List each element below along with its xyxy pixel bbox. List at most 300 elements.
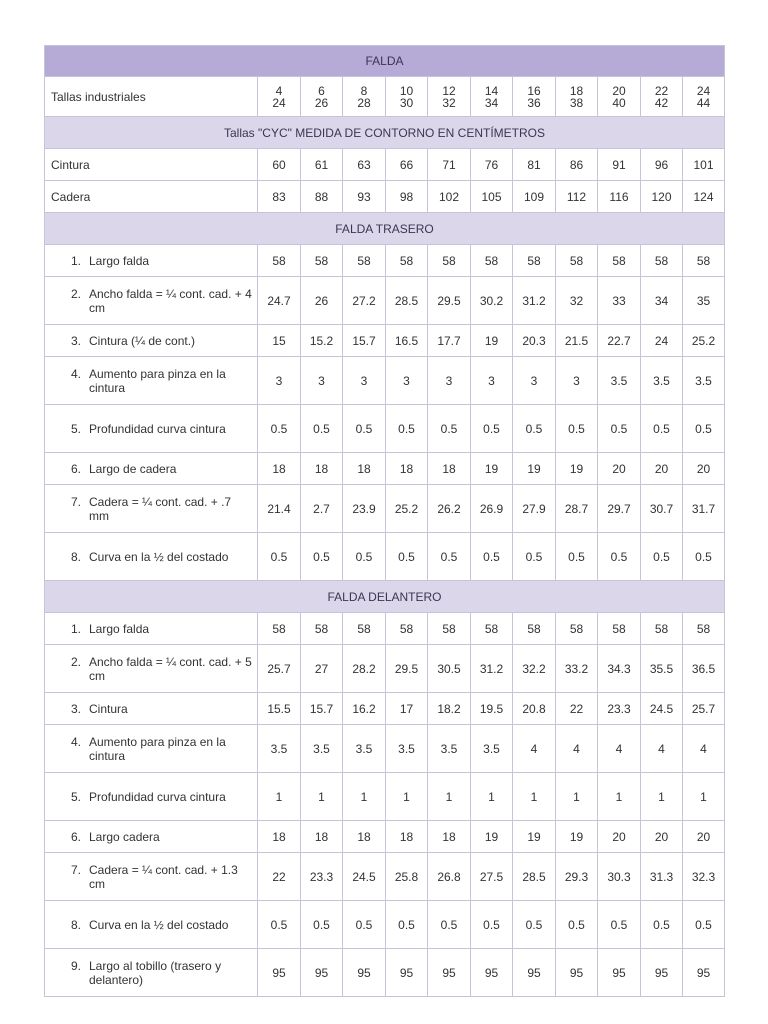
industrial-size-top: 8 xyxy=(360,83,368,98)
cadera-label: Cadera xyxy=(45,181,258,213)
measure-number: 2. xyxy=(70,286,81,301)
measure-label: Aumento para pinza en la cintura xyxy=(89,366,226,395)
cadera-value-cell: 120 xyxy=(641,181,683,213)
delantero-measure-value: 27.5 xyxy=(471,853,513,901)
industrial-size-cell xyxy=(556,77,598,117)
falda-title-row xyxy=(45,46,725,77)
delantero-measure-value: 31.3 xyxy=(641,853,683,901)
delantero-measure-label-cell xyxy=(45,949,258,997)
measure-item xyxy=(51,622,253,636)
delantero-measure-value: 58 xyxy=(471,613,513,645)
measure-number: 6. xyxy=(70,461,81,476)
industrial-size-top: 16 xyxy=(527,83,541,98)
trasero-measure-label-cell xyxy=(45,405,258,453)
delantero-measure-value: 33.2 xyxy=(556,645,598,693)
industrial-size-bottom: 30 xyxy=(399,95,414,110)
measure-item xyxy=(51,790,253,804)
cadera-row xyxy=(45,181,725,213)
trasero-measure-value: 0.5 xyxy=(598,405,641,453)
industrial-size-top: 22 xyxy=(654,83,669,98)
industrial-size-bottom: 40 xyxy=(612,95,626,110)
delantero-measure-value: 0.5 xyxy=(301,901,343,949)
cadera-value-cell: 124 xyxy=(683,181,725,213)
measure-item xyxy=(51,959,253,987)
measure-label: Profundidad curva cintura xyxy=(89,789,226,804)
trasero-measure-value: 26 xyxy=(301,277,343,325)
measure-item xyxy=(51,918,253,932)
delantero-measure-label-cell xyxy=(45,613,258,645)
industrial-size-bottom: 24 xyxy=(272,95,286,110)
measure-label: Cintura xyxy=(89,701,128,716)
cintura-label: Cintura xyxy=(45,149,258,181)
trasero-title-row xyxy=(45,213,725,245)
measure-label: Aumento para pinza en la cintura xyxy=(89,734,226,763)
delantero-measure-value: 58 xyxy=(683,613,725,645)
trasero-measure-value: 58 xyxy=(641,245,683,277)
industrial-size-cell xyxy=(343,77,386,117)
trasero-measure-value: 20 xyxy=(598,453,641,485)
industrial-size-bottom: 38 xyxy=(569,95,584,110)
delantero-measure-row xyxy=(45,725,725,773)
delantero-measure-value: 22 xyxy=(258,853,301,901)
cadera-value-cell: 112 xyxy=(556,181,598,213)
delantero-measure-value: 95 xyxy=(386,949,428,997)
delantero-measure-value: 23.3 xyxy=(598,693,641,725)
delantero-measure-value: 58 xyxy=(513,613,556,645)
cadera-value-cell: 93 xyxy=(343,181,386,213)
delantero-measure-value: 95 xyxy=(683,949,725,997)
trasero-measure-value: 0.5 xyxy=(683,405,725,453)
measure-number: 6. xyxy=(70,829,81,844)
delantero-measure-value: 95 xyxy=(301,949,343,997)
trasero-measure-value: 3.5 xyxy=(683,357,725,405)
cintura-value-cell: 61 xyxy=(301,149,343,181)
industrial-sizes-row xyxy=(45,77,725,117)
delantero-measure-value: 19 xyxy=(556,821,598,853)
trasero-measure-label-cell xyxy=(45,357,258,405)
delantero-measure-value: 15.7 xyxy=(301,693,343,725)
cadera-value-cell: 116 xyxy=(598,181,641,213)
trasero-measure-value: 0.5 xyxy=(258,533,301,581)
measure-number: 8. xyxy=(70,549,81,564)
trasero-measure-value: 3 xyxy=(386,357,428,405)
delantero-measure-value: 58 xyxy=(343,613,386,645)
delantero-measure-row xyxy=(45,949,725,997)
industrial-size-bottom: 32 xyxy=(442,95,456,110)
trasero-measure-value: 58 xyxy=(343,245,386,277)
delantero-measure-label-cell xyxy=(45,693,258,725)
trasero-measure-value: 3 xyxy=(301,357,343,405)
delantero-measure-value: 23.3 xyxy=(301,853,343,901)
delantero-measure-value: 19 xyxy=(471,821,513,853)
delantero-measure-value: 0.5 xyxy=(258,901,301,949)
trasero-measure-value: 29.7 xyxy=(598,485,641,533)
trasero-measure-value: 17.7 xyxy=(428,325,471,357)
industrial-size-cell xyxy=(683,77,725,117)
trasero-measure-value: 20.3 xyxy=(513,325,556,357)
delantero-measure-value: 58 xyxy=(556,613,598,645)
industrial-sizes-label: Tallas industriales xyxy=(45,77,258,117)
industrial-size-bottom: 36 xyxy=(527,95,541,110)
trasero-measure-row xyxy=(45,533,725,581)
delantero-measure-value: 0.5 xyxy=(683,901,725,949)
trasero-measure-value: 0.5 xyxy=(641,533,683,581)
trasero-measure-value: 3 xyxy=(343,357,386,405)
industrial-size-cell xyxy=(428,77,471,117)
trasero-measure-value: 0.5 xyxy=(343,533,386,581)
measure-number: 1. xyxy=(70,621,81,636)
cintura-value-cell: 96 xyxy=(641,149,683,181)
trasero-measure-value: 58 xyxy=(386,245,428,277)
trasero-measure-value: 21.5 xyxy=(556,325,598,357)
delantero-measure-label-cell xyxy=(45,853,258,901)
delantero-measure-value: 4 xyxy=(513,725,556,773)
trasero-measure-label-cell xyxy=(45,533,258,581)
trasero-measure-value: 58 xyxy=(598,245,641,277)
trasero-measure-row xyxy=(45,453,725,485)
delantero-measure-value: 19 xyxy=(513,821,556,853)
trasero-measure-value: 18 xyxy=(301,453,343,485)
cintura-value-cell: 86 xyxy=(556,149,598,181)
industrial-size-bottom: 28 xyxy=(357,95,371,110)
delantero-measure-value: 58 xyxy=(258,613,301,645)
measure-number: 7. xyxy=(70,862,81,877)
delantero-measure-value: 25.7 xyxy=(683,693,725,725)
trasero-measure-label-cell xyxy=(45,485,258,533)
delantero-measure-value: 31.2 xyxy=(471,645,513,693)
delantero-measure-value: 20 xyxy=(598,821,641,853)
delantero-measure-label-cell xyxy=(45,901,258,949)
trasero-measure-value: 0.5 xyxy=(513,405,556,453)
trasero-measure-label-cell xyxy=(45,277,258,325)
delantero-measure-value: 20 xyxy=(683,821,725,853)
measure-item xyxy=(51,254,253,268)
trasero-measure-value: 3 xyxy=(513,357,556,405)
trasero-measure-value: 18 xyxy=(343,453,386,485)
delantero-measure-label-cell xyxy=(45,821,258,853)
delantero-measure-value: 95 xyxy=(428,949,471,997)
delantero-measure-value: 0.5 xyxy=(513,901,556,949)
delantero-measure-value: 1 xyxy=(301,773,343,821)
delantero-measure-value: 3.5 xyxy=(301,725,343,773)
delantero-measure-value: 32.3 xyxy=(683,853,725,901)
cadera-value-cell: 105 xyxy=(471,181,513,213)
industrial-size-bottom: 42 xyxy=(654,95,669,110)
delantero-measure-row xyxy=(45,901,725,949)
trasero-measure-value: 0.5 xyxy=(343,405,386,453)
measure-label: Profundidad curva cintura xyxy=(89,421,226,436)
measure-item xyxy=(51,334,253,348)
cintura-value-cell: 63 xyxy=(343,149,386,181)
trasero-measure-value: 0.5 xyxy=(428,405,471,453)
measure-item xyxy=(51,287,253,315)
trasero-measure-value: 3.5 xyxy=(598,357,641,405)
measure-item xyxy=(51,422,253,436)
delantero-measure-value: 95 xyxy=(598,949,641,997)
measure-label: Ancho falda = ¼ cont. cad. + 4 cm xyxy=(89,286,252,315)
delantero-measure-value: 0.5 xyxy=(386,901,428,949)
delantero-measure-value: 1 xyxy=(258,773,301,821)
trasero-measure-value: 18 xyxy=(258,453,301,485)
trasero-measure-value: 25.2 xyxy=(683,325,725,357)
measure-item xyxy=(51,702,253,716)
delantero-measure-value: 95 xyxy=(471,949,513,997)
trasero-measure-value: 21.4 xyxy=(258,485,301,533)
measure-label: Largo falda xyxy=(89,621,150,636)
trasero-measure-value: 22.7 xyxy=(598,325,641,357)
trasero-measure-value: 25.2 xyxy=(386,485,428,533)
trasero-measure-value: 23.9 xyxy=(343,485,386,533)
measure-label: Cadera = ¼ cont. cad. + 1.3 cm xyxy=(89,862,238,891)
industrial-size-top: 24 xyxy=(696,83,711,98)
cadera-value-cell: 88 xyxy=(301,181,343,213)
delantero-measure-value: 18 xyxy=(301,821,343,853)
measure-number: 2. xyxy=(70,654,81,669)
measure-label: Curva en la ½ del costado xyxy=(89,917,229,932)
industrial-size-cell xyxy=(258,77,301,117)
trasero-measure-value: 0.5 xyxy=(301,533,343,581)
falda-title: FALDA xyxy=(45,46,725,77)
delantero-measure-value: 95 xyxy=(513,949,556,997)
delantero-measure-value: 24.5 xyxy=(343,853,386,901)
delantero-measure-value: 29.5 xyxy=(386,645,428,693)
delantero-measure-value: 30.5 xyxy=(428,645,471,693)
cintura-value-cell: 71 xyxy=(428,149,471,181)
trasero-measure-value: 0.5 xyxy=(683,533,725,581)
trasero-measure-value: 0.5 xyxy=(301,405,343,453)
trasero-measure-row xyxy=(45,405,725,453)
trasero-measure-value: 30.2 xyxy=(471,277,513,325)
delantero-measure-value: 28.2 xyxy=(343,645,386,693)
cintura-value-cell: 76 xyxy=(471,149,513,181)
trasero-measure-value: 3 xyxy=(258,357,301,405)
trasero-measure-value: 31.2 xyxy=(513,277,556,325)
trasero-title: FALDA TRASERO xyxy=(45,213,725,245)
trasero-measure-value: 3.5 xyxy=(641,357,683,405)
trasero-measure-value: 33 xyxy=(598,277,641,325)
delantero-measure-row xyxy=(45,693,725,725)
industrial-size-top: 6 xyxy=(318,83,325,98)
delantero-measure-value: 58 xyxy=(301,613,343,645)
delantero-measure-value: 22 xyxy=(556,693,598,725)
measure-item xyxy=(51,367,253,395)
trasero-measure-value: 19 xyxy=(471,325,513,357)
delantero-measure-label-cell xyxy=(45,725,258,773)
trasero-measure-value: 20 xyxy=(641,453,683,485)
trasero-measure-label-cell xyxy=(45,325,258,357)
industrial-size-cell xyxy=(471,77,513,117)
cintura-row xyxy=(45,149,725,181)
trasero-measure-value: 0.5 xyxy=(386,533,428,581)
delantero-measure-label-cell xyxy=(45,773,258,821)
delantero-measure-value: 17 xyxy=(386,693,428,725)
delantero-measure-value: 58 xyxy=(386,613,428,645)
industrial-size-cell xyxy=(301,77,343,117)
cintura-value-cell: 60 xyxy=(258,149,301,181)
measure-number: 1. xyxy=(70,253,81,268)
cintura-value-cell: 81 xyxy=(513,149,556,181)
measure-label: Largo cadera xyxy=(89,829,160,844)
trasero-measure-value: 58 xyxy=(513,245,556,277)
trasero-measure-value: 0.5 xyxy=(513,533,556,581)
delantero-measure-value: 1 xyxy=(343,773,386,821)
delantero-measure-value: 4 xyxy=(556,725,598,773)
delantero-measure-value: 25.7 xyxy=(258,645,301,693)
delantero-measure-value: 0.5 xyxy=(598,901,641,949)
trasero-measure-value: 0.5 xyxy=(598,533,641,581)
measure-number: 8. xyxy=(70,917,81,932)
delantero-measure-value: 18 xyxy=(428,821,471,853)
trasero-measure-value: 19 xyxy=(513,453,556,485)
measure-label: Cadera = ¼ cont. cad. + .7 mm xyxy=(89,494,232,523)
trasero-measure-value: 58 xyxy=(683,245,725,277)
delantero-measure-value: 30.3 xyxy=(598,853,641,901)
trasero-measure-row xyxy=(45,357,725,405)
delantero-measure-value: 1 xyxy=(386,773,428,821)
measure-label: Curva en la ½ del costado xyxy=(89,549,229,564)
delantero-measure-row xyxy=(45,613,725,645)
trasero-measure-value: 16.5 xyxy=(386,325,428,357)
trasero-measure-value: 29.5 xyxy=(428,277,471,325)
measure-number: 3. xyxy=(70,701,81,716)
cintura-value-cell: 66 xyxy=(386,149,428,181)
cadera-value-cell: 83 xyxy=(258,181,301,213)
trasero-measure-row xyxy=(45,245,725,277)
trasero-measure-value: 0.5 xyxy=(428,533,471,581)
delantero-measure-value: 58 xyxy=(598,613,641,645)
trasero-measure-value: 27.2 xyxy=(343,277,386,325)
delantero-measure-value: 1 xyxy=(428,773,471,821)
cadera-value-cell: 109 xyxy=(513,181,556,213)
cadera-value-cell: 98 xyxy=(386,181,428,213)
cadera-value-cell: 102 xyxy=(428,181,471,213)
trasero-measure-value: 2.7 xyxy=(301,485,343,533)
trasero-measure-value: 0.5 xyxy=(556,405,598,453)
delantero-measure-value: 1 xyxy=(641,773,683,821)
trasero-measure-value: 0.5 xyxy=(556,533,598,581)
delantero-measure-value: 25.8 xyxy=(386,853,428,901)
trasero-measure-value: 15.2 xyxy=(301,325,343,357)
trasero-measure-value: 0.5 xyxy=(471,533,513,581)
measure-item xyxy=(51,655,253,683)
measure-number: 7. xyxy=(70,494,81,509)
trasero-measure-value: 34 xyxy=(641,277,683,325)
trasero-measure-value: 24 xyxy=(641,325,683,357)
delantero-measure-value: 27 xyxy=(301,645,343,693)
delantero-measure-value: 3.5 xyxy=(386,725,428,773)
delantero-measure-value: 95 xyxy=(641,949,683,997)
measure-label: Ancho falda = ¼ cont. cad. + 5 cm xyxy=(89,654,252,683)
trasero-measure-value: 18 xyxy=(428,453,471,485)
delantero-measure-value: 0.5 xyxy=(343,901,386,949)
delantero-measure-row xyxy=(45,853,725,901)
delantero-measure-value: 0.5 xyxy=(641,901,683,949)
delantero-measure-value: 4 xyxy=(598,725,641,773)
delantero-measure-value: 1 xyxy=(513,773,556,821)
industrial-size-cell xyxy=(513,77,556,117)
delantero-measure-value: 26.8 xyxy=(428,853,471,901)
delantero-measure-value: 15.5 xyxy=(258,693,301,725)
delantero-measure-value: 0.5 xyxy=(471,901,513,949)
delantero-measure-value: 3.5 xyxy=(428,725,471,773)
delantero-measure-value: 16.2 xyxy=(343,693,386,725)
delantero-measure-value: 18 xyxy=(258,821,301,853)
delantero-measure-value: 1 xyxy=(471,773,513,821)
industrial-size-cell xyxy=(386,77,428,117)
delantero-measure-value: 3.5 xyxy=(258,725,301,773)
trasero-measure-value: 28.7 xyxy=(556,485,598,533)
trasero-measure-row xyxy=(45,485,725,533)
trasero-measure-value: 20 xyxy=(683,453,725,485)
cintura-value-cell: 91 xyxy=(598,149,641,181)
measure-number: 9. xyxy=(70,958,81,973)
delantero-measure-value: 1 xyxy=(598,773,641,821)
trasero-measure-value: 58 xyxy=(258,245,301,277)
trasero-measure-value: 0.5 xyxy=(641,405,683,453)
industrial-size-bottom: 26 xyxy=(314,95,329,110)
measure-item xyxy=(51,863,253,891)
trasero-measure-value: 0.5 xyxy=(386,405,428,453)
cyc-title-row xyxy=(45,117,725,149)
delantero-measure-label-cell xyxy=(45,645,258,693)
delantero-measure-value: 19.5 xyxy=(471,693,513,725)
measure-item xyxy=(51,550,253,564)
delantero-measure-value: 32.2 xyxy=(513,645,556,693)
measure-label: Largo al tobillo (trasero y delantero) xyxy=(89,958,222,987)
trasero-measure-value: 58 xyxy=(301,245,343,277)
trasero-measure-value: 24.7 xyxy=(258,277,301,325)
measure-number: 5. xyxy=(70,421,81,436)
trasero-measure-value: 28.5 xyxy=(386,277,428,325)
delantero-measure-value: 95 xyxy=(556,949,598,997)
measure-label: Largo falda xyxy=(89,253,150,268)
trasero-measure-value: 15.7 xyxy=(343,325,386,357)
measure-number: 5. xyxy=(70,789,81,804)
trasero-measure-value: 3 xyxy=(556,357,598,405)
industrial-size-top: 18 xyxy=(569,83,584,98)
delantero-measure-value: 0.5 xyxy=(428,901,471,949)
industrial-size-top: 10 xyxy=(399,83,414,98)
delantero-measure-value: 3.5 xyxy=(471,725,513,773)
delantero-measure-row xyxy=(45,821,725,853)
delantero-measure-value: 20.8 xyxy=(513,693,556,725)
delantero-measure-value: 35.5 xyxy=(641,645,683,693)
measure-item xyxy=(51,830,253,844)
delantero-measure-value: 18 xyxy=(386,821,428,853)
trasero-measure-value: 3 xyxy=(471,357,513,405)
trasero-measure-row xyxy=(45,325,725,357)
trasero-measure-value: 27.9 xyxy=(513,485,556,533)
delantero-measure-row xyxy=(45,645,725,693)
delantero-measure-value: 4 xyxy=(683,725,725,773)
delantero-measure-value: 0.5 xyxy=(556,901,598,949)
delantero-measure-value: 1 xyxy=(556,773,598,821)
trasero-measure-label-cell xyxy=(45,245,258,277)
trasero-measure-row xyxy=(45,277,725,325)
delantero-measure-value: 3.5 xyxy=(343,725,386,773)
industrial-size-bottom: 34 xyxy=(484,95,499,110)
delantero-measure-value: 18 xyxy=(343,821,386,853)
delantero-measure-value: 20 xyxy=(641,821,683,853)
measure-item xyxy=(51,495,253,523)
delantero-title: FALDA DELANTERO xyxy=(45,581,725,613)
industrial-size-top: 12 xyxy=(442,83,456,98)
delantero-measure-value: 34.3 xyxy=(598,645,641,693)
delantero-measure-value: 36.5 xyxy=(683,645,725,693)
cyc-title: Tallas "CYC" MEDIDA DE CONTORNO EN CENTÍMETROS xyxy=(45,117,725,149)
trasero-measure-value: 0.5 xyxy=(258,405,301,453)
industrial-size-top: 14 xyxy=(484,83,499,98)
